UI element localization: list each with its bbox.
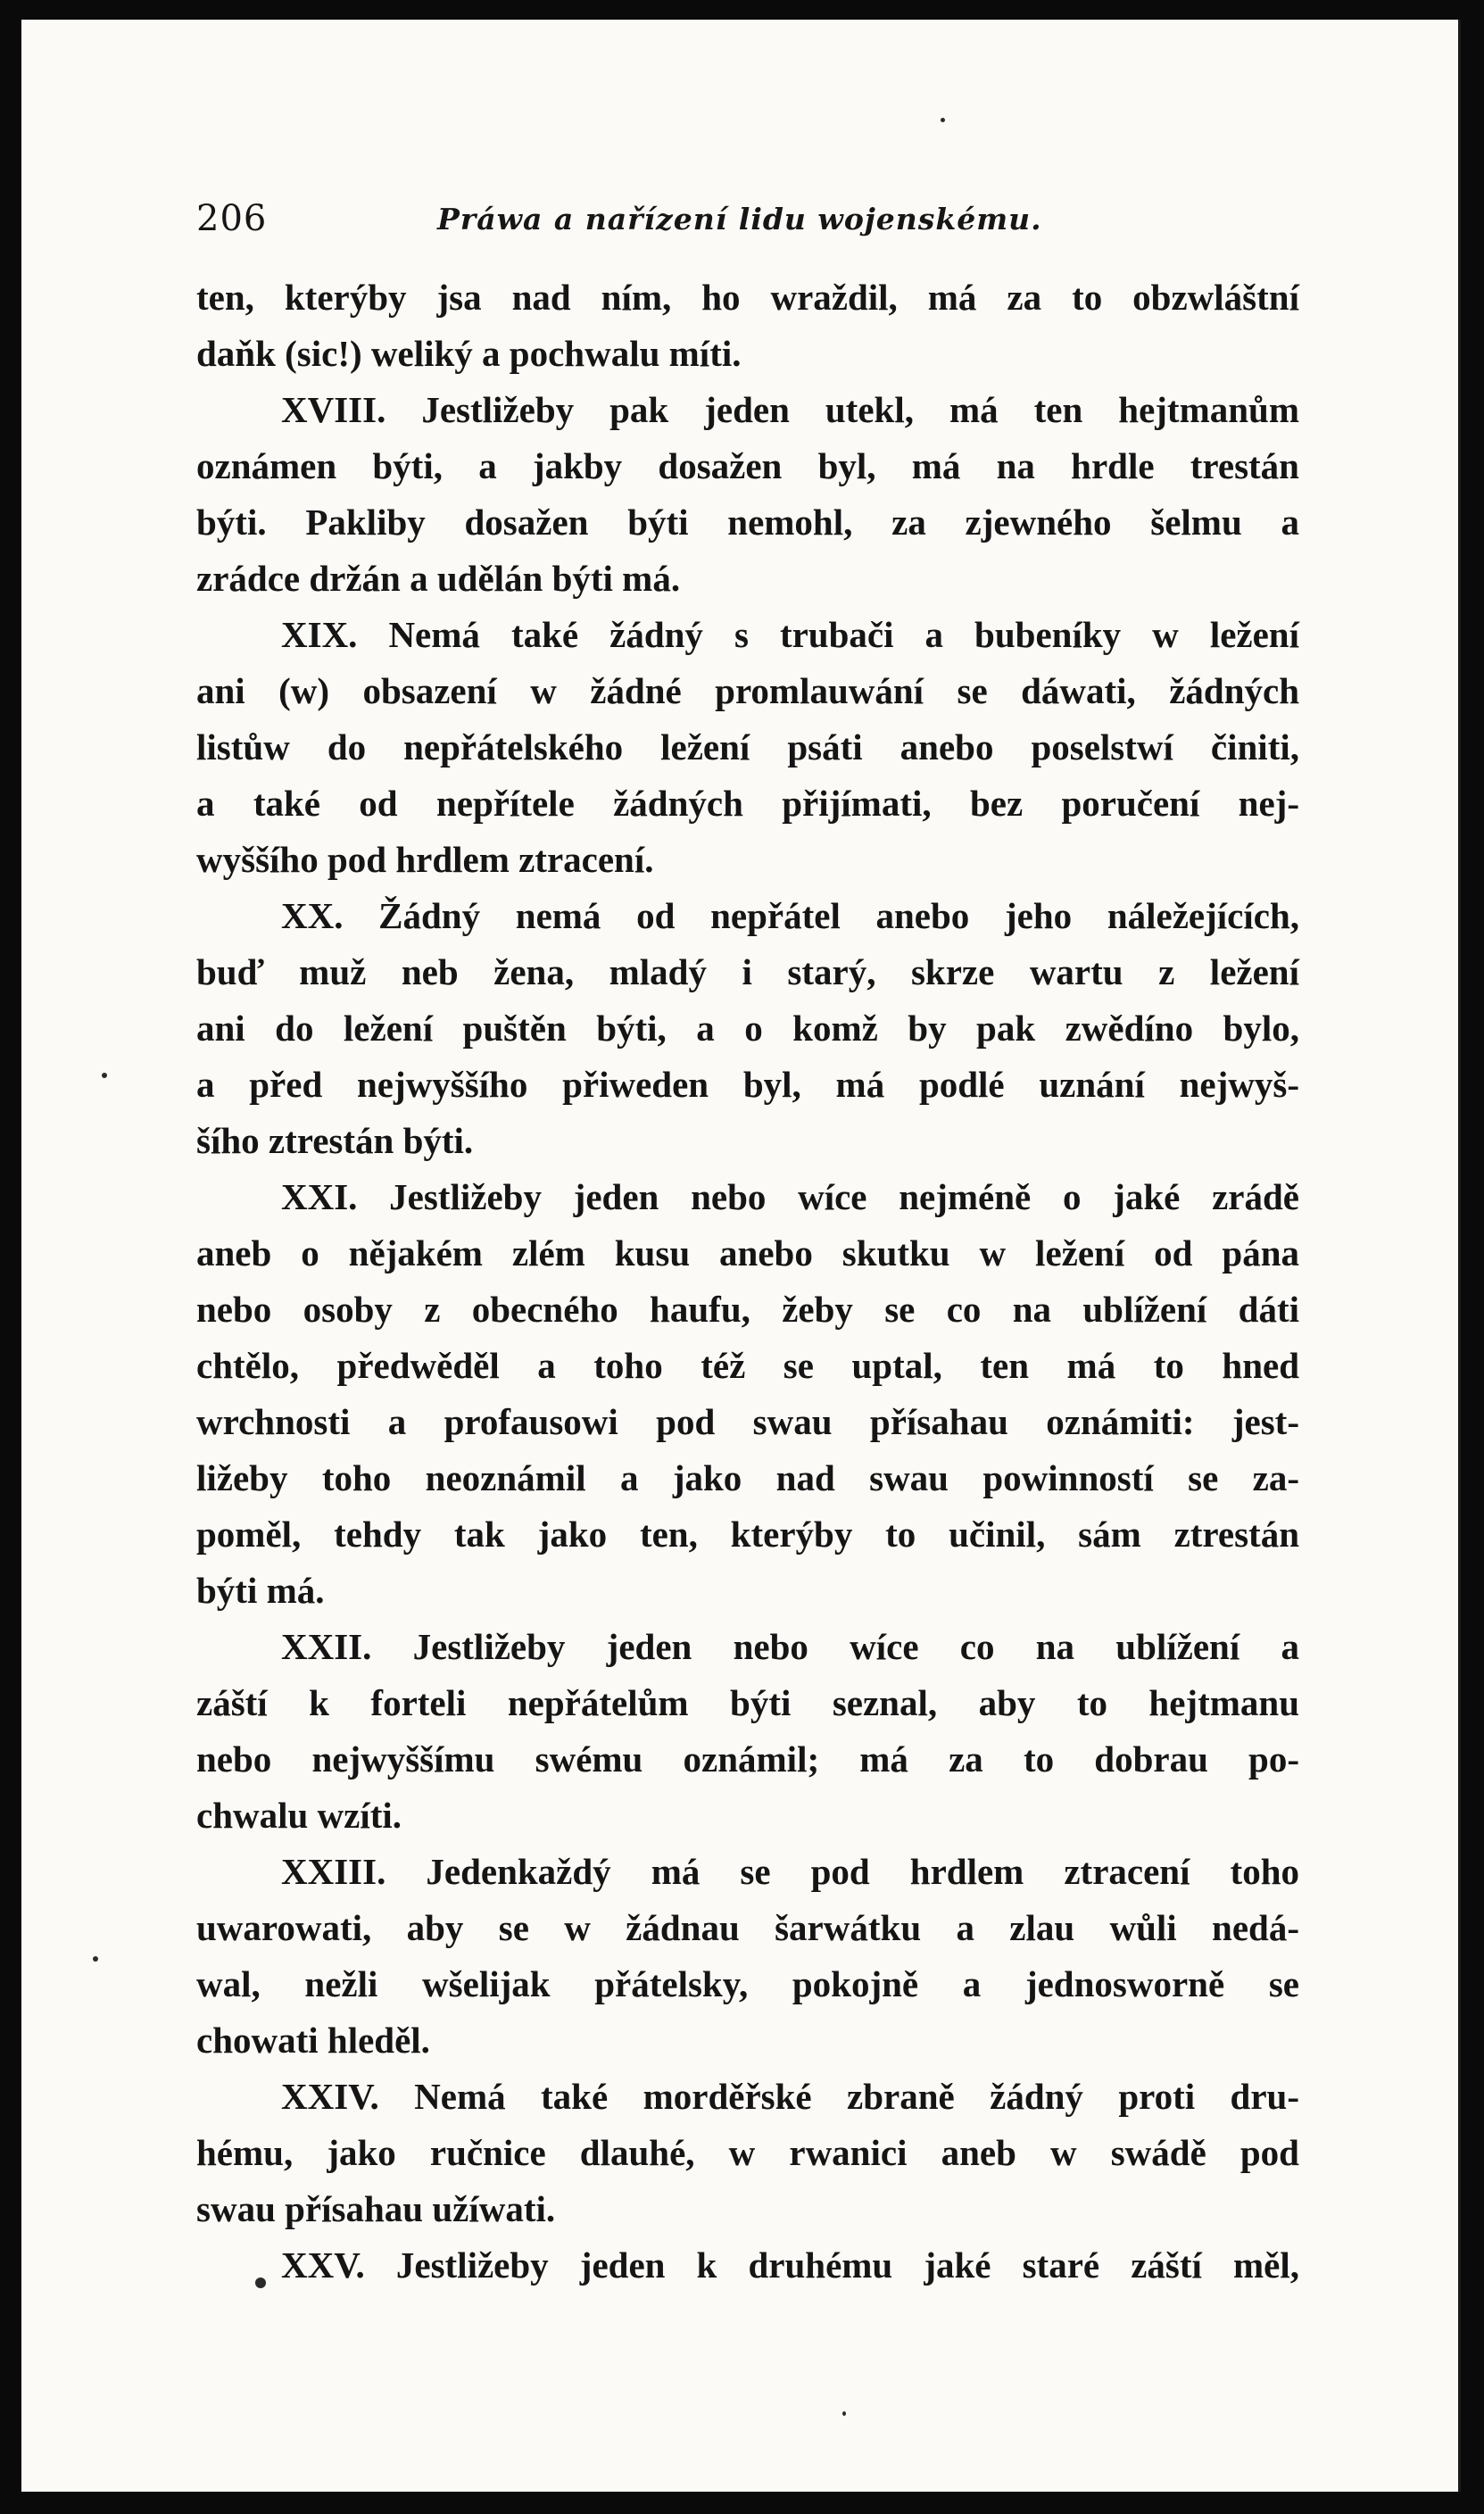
text-line: swau přísahau užíwati. <box>196 2188 556 2229</box>
text-line: záští k forteli nepřátelům býti seznal, aby to hejtmanu <box>196 1682 1299 1723</box>
text-line: ani (w) obsazení w žádné promlauwání se dáwati, žádných <box>196 670 1299 711</box>
scan-speck <box>842 2411 846 2416</box>
text-line: XXI. Jestližeby jeden nebo wíce nejméně o jaké zrádě <box>281 1176 1299 1217</box>
text-line: XIX. Nemá také žádný s trubači a bubeníky w ležení <box>281 614 1299 655</box>
text-line: býti. Pakliby dosažen býti nemohl, za zjewného šelmu a <box>196 502 1299 543</box>
text-line: buď muž neb žena, mladý i starý, skrze wartu z ležení <box>196 951 1299 992</box>
text-line: zrádce držán a udělán býti má. <box>196 558 681 599</box>
text-line: oznámen býti, a jakby dosažen byl, má na hrdle trestán <box>196 445 1299 486</box>
text-line: ližeby toho neoznámil a jako nad swau powinností se za- <box>196 1457 1299 1498</box>
text-line: nebo nejwyššímu swému oznámil; má za to dobrau po- <box>196 1738 1299 1780</box>
running-title: Práwa a nařízení lidu wojenskému. <box>437 202 1042 236</box>
text-line: chowati hleděl. <box>196 2020 430 2061</box>
body-text <box>196 270 1299 2294</box>
text-line: listůw do nepřátelského ležení psáti anebo poselstwí činiti, <box>196 726 1299 767</box>
text-line: uwarowati, aby se w žádnau šarwátku a zlau wůli nedá- <box>196 1907 1299 1948</box>
scan-speck <box>102 1073 107 1078</box>
text-line: XXIII. Jedenkaždý má se pod hrdlem ztracení toho <box>281 1851 1299 1892</box>
text-line: ani do ležení puštěn býti, a o komž by pak zwědíno bylo, <box>196 1008 1299 1049</box>
text-line: XXII. Jestližeby jeden nebo wíce co na ublížení a <box>281 1626 1299 1667</box>
text-line: hému, jako ručnice dlauhé, w rwanici aneb w swádě pod <box>196 2132 1299 2173</box>
text-line: poměl, tehdy tak jako ten, kterýby to učinil, sám ztrestán <box>196 1514 1299 1555</box>
scanned-page <box>21 20 1461 2492</box>
text-line: a před nejwyššího přiweden byl, má podlé uznání nejwyš- <box>196 1064 1299 1105</box>
text-line: daňk (sic!) weliký a pochwalu míti. <box>196 333 742 374</box>
scan-speck <box>941 118 945 122</box>
text-line: XVIII. Jestližeby pak jeden utekl, má ten hejtmanům <box>281 389 1299 430</box>
text-line: XXIV. Nemá také morděřské zbraně žádný proti dru- <box>281 2076 1299 2117</box>
text-line: chwalu wzíti. <box>196 1795 402 1836</box>
page-header <box>196 198 1303 252</box>
text-line: wal, nežli wšelijak přátelsky, pokojně a jednosworně se <box>196 1963 1299 2004</box>
text-line: wyššího pod hrdlem ztracení. <box>196 839 654 880</box>
scan-speck <box>93 1956 98 1962</box>
text-line: chtělo, předwěděl a toho též se uptal, ten má to hned <box>196 1345 1299 1386</box>
text-line: wrchnosti a profausowi pod swau přísahau oznámiti: jest- <box>196 1401 1299 1442</box>
text-line: a také od nepřítele žádných přijímati, bez poručení nej- <box>196 783 1299 824</box>
text-line: nebo osoby z obecného haufu, žeby se co na ublížení dáti <box>196 1289 1299 1330</box>
text-line: XXV. Jestližeby jeden k druhému jaké staré záští měl, <box>281 2244 1299 2286</box>
text-line: ten, kterýby jsa nad ním, ho wraždil, má za to obzwláštní <box>196 277 1299 318</box>
text-line: aneb o nějakém zlém kusu anebo skutku w ležení od pána <box>196 1232 1299 1274</box>
page-number: 206 <box>196 198 268 239</box>
text-line: XX. Žádný nemá od nepřátel anebo jeho náležejících, <box>281 895 1299 936</box>
text-line: býti má. <box>196 1570 325 1611</box>
scan-speck <box>255 2278 266 2288</box>
text-line: šího ztrestán býti. <box>196 1120 474 1161</box>
